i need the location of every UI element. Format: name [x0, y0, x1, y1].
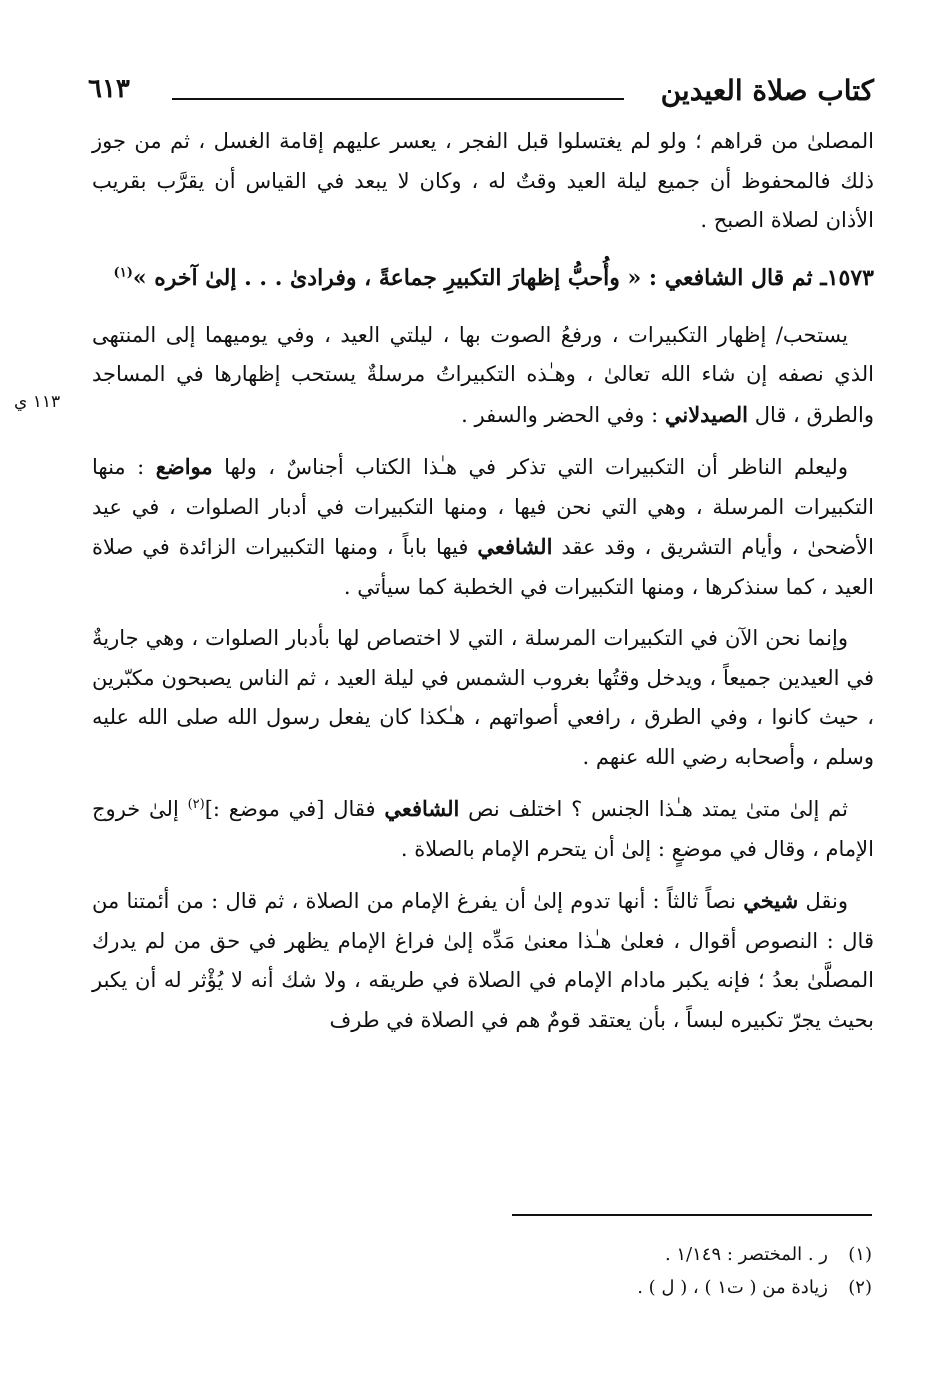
issue-number: ١٥٧٣ـ: [820, 264, 874, 291]
paragraph-text: ثم قال الشافعي : « وأُحبُّ إظهارَ التكبيرِ جماعةً ، وفرادىٰ . . . إلىٰ آخره »: [132, 264, 813, 291]
page-body: [92, 122, 874, 1052]
paragraph-text: يستحب/ إظهار التكبيرات ، ورفعُ الصوت بها ، ليلتي العيد ، وفي يوميهما إلى المنتهى الذي نصفه إن شاء الله تعالىٰ ، وهـٰذه التكبيراتُ مرسلةٌ يستحب إظهارها في المساجد والطرق ، قال: [92, 322, 874, 427]
paragraph-text: فقال [في موضع :]: [204, 797, 376, 821]
footnote-text: زيادة من ( ت١ ) ، ( ل ) .: [637, 1277, 828, 1298]
bold-name: الشافعي: [384, 796, 460, 821]
footnote-ref: (١): [113, 265, 133, 281]
footnote-number: (١): [848, 1244, 872, 1265]
footnote: [300, 1238, 872, 1271]
bold-name: الصيدلاني: [664, 401, 748, 427]
paragraph-text: وإنما نحن الآن في التكبيرات المرسلة ، التي لا اختصاص لها بأدبار الصلوات ، وهي جاريةٌ في العيدين جميعاً ، ويدخل وقتُها بغروب الشمس في ليلة العيد ، ثم الناس يصبحون مكبّرين ، حيث كانوا ، وفي الطرق ، رافعي أصواتهم ، هـٰكذا كان يفعل رسول الله صلى الله عليه وسلم ، وأصحابه رضي الله عنهم .: [92, 626, 874, 769]
margin-note: ١١٣ ي: [14, 392, 61, 412]
header-rule: [172, 98, 624, 100]
book-title: كتاب صلاة العيدين: [660, 74, 874, 107]
paragraph-text: ثم إلىٰ متىٰ يمتد هـٰذا الجنس ؟ اختلف نص: [468, 797, 849, 821]
page-number: ٦١٣: [88, 74, 130, 104]
paragraph: [92, 619, 874, 777]
page-header: [88, 74, 874, 118]
footnote: [300, 1271, 872, 1304]
paragraph-continuation: [92, 122, 874, 241]
footnotes: [300, 1238, 872, 1304]
footnote-ref: (٢): [187, 797, 205, 812]
footnote-number: (٢): [848, 1277, 872, 1298]
paragraph-text: المصلىٰ من قراهم ؛ ولو لم يغتسلوا قبل الفجر ، يعسر عليهم إقامة الغسل ، ثم من جوز ذلك فالمحفوظ أن جميع ليلة العيد وقتٌ له ، وكان لا يبعد في القياس أن يقرَّب بقريب الأذان لصلاة الصبح .: [92, 129, 874, 232]
paragraph: [92, 447, 874, 607]
paragraph-text: فيها باباً ، ومنها التكبيرات الزائدة في صلاة العيد ، كما سنذكرها ، ومنها التكبيرات في الخطبة كما سيأتي .: [92, 535, 874, 599]
paragraph-issue-heading: [92, 253, 874, 304]
footnote-text: ر . المختصر : ١/١٤٩ .: [664, 1244, 828, 1265]
bold-name: الشافعي: [477, 534, 553, 559]
paragraph-text: إلىٰ خروج الإمام ، وقال في موضعٍ : إلىٰ أن يتحرم الإمام بالصلاة .: [92, 797, 874, 861]
paragraph: [92, 789, 874, 869]
bold-term: مواضع: [155, 454, 213, 479]
bold-name: شيخي: [743, 888, 799, 913]
paragraph: [92, 881, 874, 1040]
paragraph: [92, 316, 874, 436]
paragraph-text: : منها التكبيرات المرسلة ، وهي التي نحن فيها ، ومنها التكبيرات في أدبار الصلوات ، في عيد الأضحىٰ ، وأيام التشريق ، وقد عقد: [92, 455, 874, 559]
paragraph-text: ونقل: [805, 889, 848, 913]
footnote-rule: [512, 1214, 872, 1216]
paragraph-text: نصاً ثالثاً : أنها تدوم إلىٰ أن يفرغ الإمام من الصلاة ، ثم قال : من أئمتنا من قال : النصوص أقوال ، فعلىٰ هـٰذا معنىٰ مَدِّه إلىٰ فراغ الإمام يظهر في حق من لم يدرك المصلَّىٰ بعدُ ؛ فإنه يكبر مادام الإمام في الصلاة في طريقه ، ولا شك أنه لا يُؤْثر له أن يكبر بحيث يجرّ تكبيره لبساً ، بأن يعتقد قومٌ هم في الصلاة في طرف: [92, 889, 874, 1032]
paragraph-text: : وفي الحضر والسفر .: [461, 402, 659, 427]
paragraph-text: وليعلم الناظر أن التكبيرات التي تذكر في هـٰذا الكتاب أجناسٌ ، ولها: [224, 455, 848, 479]
